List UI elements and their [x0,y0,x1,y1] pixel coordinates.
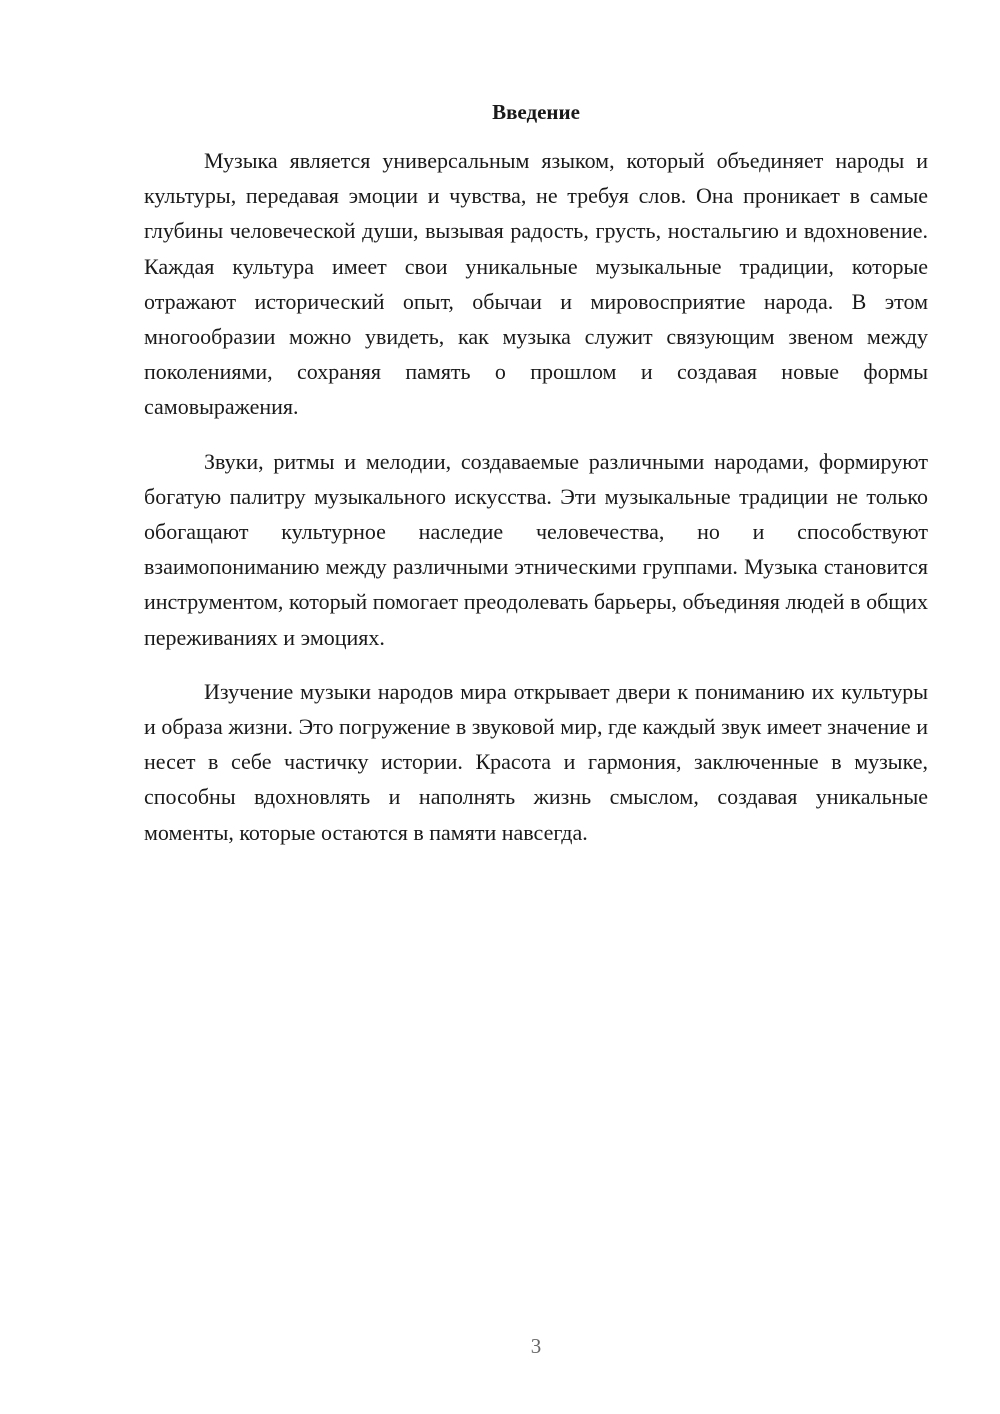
paragraph-3: Изучение музыки народов мира открывает двери к пониманию их культуры и образа жизни. Это погружение в звуковой мир, где каждый звук имеет значение и несет в себе частичку истории. Красота и гармония, заключенные в музыке, способны вдохновлять и наполнять жизнь смыслом, создавая уникальные моменты, которые остаются в памяти навсегда. [144,678,928,845]
page-title: Введение [492,100,580,124]
paragraph-1: Музыка является универсальным языком, который объединяет народы и культуры, передавая эмоции и чувства, не требуя слов. Она проникает в самые глубины человеческой души, вызывая радость, грусть, ностальгию и вдохновение. Каждая культура имеет свои уникальные музыкальные традиции, которые отражают исторический опыт, обычаи и мировосприятие народа. В этом многообразии можно увидеть, как музыка служит связующим звеном между поколениями, сохраняя память о прошлом и создавая новые формы самовыражения. [144,148,928,420]
page-number: 3 [530,1334,542,1358]
document-body [144,143,928,869]
paragraph-2: Звуки, ритмы и мелодии, создаваемые различными народами, формируют богатую палитру музыкального искусства. Эти музыкальные традиции не только обогащают культурное наследие человечества, но и способствуют взаимопониманию между различными этническими группами. Музыка становится инструментом, который помогает преодолевать барьеры, объединяя людей в общих переживаниях и эмоциях. [144,448,928,650]
